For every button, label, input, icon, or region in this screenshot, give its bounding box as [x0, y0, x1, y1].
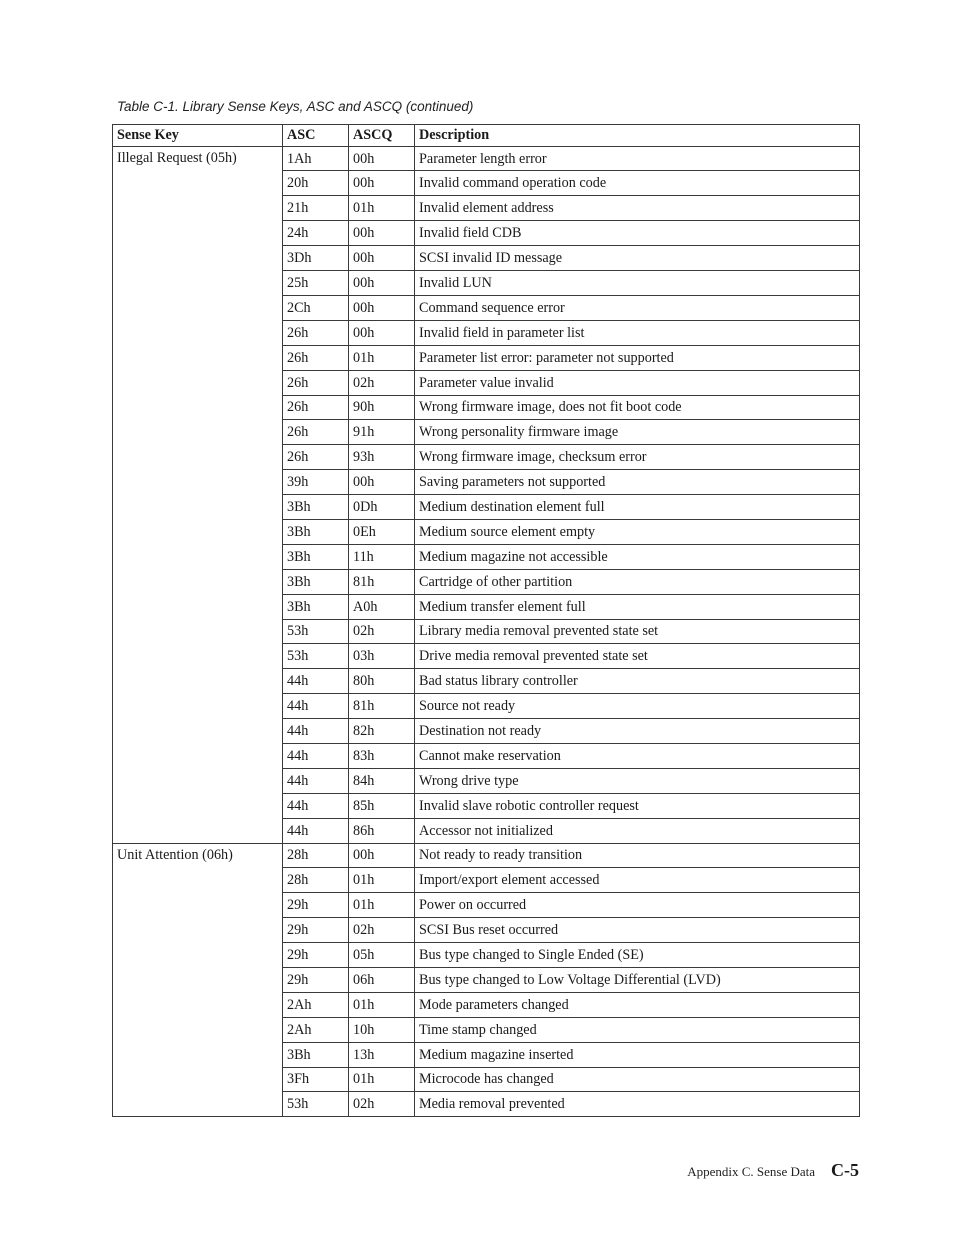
sense-key-cell: Unit Attention (06h) [113, 843, 283, 1117]
description-cell: Invalid slave robotic controller request [415, 793, 860, 818]
asc-cell: 3Bh [283, 495, 349, 520]
column-header-description: Description [415, 125, 860, 147]
description-cell: Wrong firmware image, does not fit boot code [415, 395, 860, 420]
ascq-cell: 0Eh [349, 519, 415, 544]
asc-cell: 3Fh [283, 1067, 349, 1092]
asc-cell: 26h [283, 395, 349, 420]
asc-cell: 25h [283, 271, 349, 296]
description-cell: Destination not ready [415, 719, 860, 744]
sense-key-table [112, 124, 860, 1117]
description-cell: Medium magazine inserted [415, 1042, 860, 1067]
table-row [113, 843, 860, 868]
column-header-ascq: ASCQ [349, 125, 415, 147]
ascq-cell: 10h [349, 1017, 415, 1042]
table-body [113, 146, 860, 1117]
description-cell: Bad status library controller [415, 669, 860, 694]
asc-cell: 3Bh [283, 1042, 349, 1067]
ascq-cell: 81h [349, 694, 415, 719]
description-cell: Bus type changed to Low Voltage Differential (LVD) [415, 967, 860, 992]
ascq-cell: 03h [349, 644, 415, 669]
ascq-cell: 02h [349, 918, 415, 943]
description-cell: Invalid field CDB [415, 221, 860, 246]
asc-cell: 26h [283, 370, 349, 395]
ascq-cell: 91h [349, 420, 415, 445]
page-footer [687, 1160, 859, 1181]
description-cell: Invalid field in parameter list [415, 320, 860, 345]
description-cell: Import/export element accessed [415, 868, 860, 893]
description-cell: Accessor not initialized [415, 818, 860, 843]
description-cell: Medium source element empty [415, 519, 860, 544]
page-number: C-5 [831, 1160, 859, 1180]
ascq-cell: 86h [349, 818, 415, 843]
asc-cell: 2Ah [283, 992, 349, 1017]
ascq-cell: A0h [349, 594, 415, 619]
asc-cell: 3Bh [283, 544, 349, 569]
ascq-cell: 01h [349, 868, 415, 893]
ascq-cell: 81h [349, 569, 415, 594]
asc-cell: 44h [283, 768, 349, 793]
description-cell: Source not ready [415, 694, 860, 719]
description-cell: Medium transfer element full [415, 594, 860, 619]
asc-cell: 24h [283, 221, 349, 246]
description-cell: Library media removal prevented state set [415, 619, 860, 644]
asc-cell: 29h [283, 918, 349, 943]
description-cell: Parameter length error [415, 146, 860, 171]
asc-cell: 3Bh [283, 594, 349, 619]
ascq-cell: 00h [349, 470, 415, 495]
ascq-cell: 02h [349, 1092, 415, 1117]
ascq-cell: 13h [349, 1042, 415, 1067]
ascq-cell: 93h [349, 445, 415, 470]
ascq-cell: 00h [349, 246, 415, 271]
description-cell: Drive media removal prevented state set [415, 644, 860, 669]
description-cell: Saving parameters not supported [415, 470, 860, 495]
ascq-cell: 00h [349, 146, 415, 171]
sense-key-cell: Illegal Request (05h) [113, 146, 283, 843]
description-cell: Wrong firmware image, checksum error [415, 445, 860, 470]
asc-cell: 3Bh [283, 519, 349, 544]
ascq-cell: 85h [349, 793, 415, 818]
ascq-cell: 00h [349, 843, 415, 868]
ascq-cell: 00h [349, 221, 415, 246]
ascq-cell: 80h [349, 669, 415, 694]
asc-cell: 2Ch [283, 295, 349, 320]
footer-section-title: Appendix C. Sense Data [687, 1164, 815, 1179]
ascq-cell: 00h [349, 295, 415, 320]
asc-cell: 29h [283, 943, 349, 968]
ascq-cell: 02h [349, 619, 415, 644]
ascq-cell: 05h [349, 943, 415, 968]
description-cell: Cannot make reservation [415, 743, 860, 768]
column-header-sense-key: Sense Key [113, 125, 283, 147]
ascq-cell: 00h [349, 171, 415, 196]
asc-cell: 28h [283, 843, 349, 868]
ascq-cell: 0Dh [349, 495, 415, 520]
asc-cell: 2Ah [283, 1017, 349, 1042]
asc-cell: 53h [283, 619, 349, 644]
table-row [113, 146, 860, 171]
asc-cell: 44h [283, 694, 349, 719]
description-cell: Bus type changed to Single Ended (SE) [415, 943, 860, 968]
asc-cell: 26h [283, 320, 349, 345]
description-cell: Command sequence error [415, 295, 860, 320]
ascq-cell: 00h [349, 271, 415, 296]
asc-cell: 29h [283, 893, 349, 918]
description-cell: Parameter value invalid [415, 370, 860, 395]
description-cell: Invalid command operation code [415, 171, 860, 196]
ascq-cell: 01h [349, 992, 415, 1017]
table-header-row [113, 125, 860, 147]
asc-cell: 28h [283, 868, 349, 893]
description-cell: Not ready to ready transition [415, 843, 860, 868]
description-cell: Power on occurred [415, 893, 860, 918]
description-cell: Wrong drive type [415, 768, 860, 793]
ascq-cell: 02h [349, 370, 415, 395]
table-caption: Table C-1. Library Sense Keys, ASC and ASCQ (continued) [117, 99, 474, 114]
asc-cell: 20h [283, 171, 349, 196]
ascq-cell: 06h [349, 967, 415, 992]
description-cell: Time stamp changed [415, 1017, 860, 1042]
asc-cell: 26h [283, 420, 349, 445]
asc-cell: 44h [283, 818, 349, 843]
asc-cell: 3Bh [283, 569, 349, 594]
ascq-cell: 11h [349, 544, 415, 569]
description-cell: Mode parameters changed [415, 992, 860, 1017]
asc-cell: 29h [283, 967, 349, 992]
description-cell: Invalid element address [415, 196, 860, 221]
description-cell: Medium destination element full [415, 495, 860, 520]
asc-cell: 44h [283, 793, 349, 818]
ascq-cell: 83h [349, 743, 415, 768]
ascq-cell: 90h [349, 395, 415, 420]
asc-cell: 44h [283, 669, 349, 694]
asc-cell: 53h [283, 644, 349, 669]
description-cell: Media removal prevented [415, 1092, 860, 1117]
asc-cell: 44h [283, 743, 349, 768]
ascq-cell: 82h [349, 719, 415, 744]
description-cell: Wrong personality firmware image [415, 420, 860, 445]
asc-cell: 1Ah [283, 146, 349, 171]
ascq-cell: 01h [349, 196, 415, 221]
ascq-cell: 84h [349, 768, 415, 793]
asc-cell: 39h [283, 470, 349, 495]
description-cell: Microcode has changed [415, 1067, 860, 1092]
description-cell: SCSI Bus reset occurred [415, 918, 860, 943]
ascq-cell: 01h [349, 1067, 415, 1092]
asc-cell: 3Dh [283, 246, 349, 271]
ascq-cell: 01h [349, 345, 415, 370]
asc-cell: 44h [283, 719, 349, 744]
description-cell: Cartridge of other partition [415, 569, 860, 594]
ascq-cell: 01h [349, 893, 415, 918]
description-cell: Medium magazine not accessible [415, 544, 860, 569]
asc-cell: 26h [283, 345, 349, 370]
asc-cell: 21h [283, 196, 349, 221]
description-cell: SCSI invalid ID message [415, 246, 860, 271]
description-cell: Parameter list error: parameter not supported [415, 345, 860, 370]
description-cell: Invalid LUN [415, 271, 860, 296]
ascq-cell: 00h [349, 320, 415, 345]
column-header-asc: ASC [283, 125, 349, 147]
asc-cell: 26h [283, 445, 349, 470]
asc-cell: 53h [283, 1092, 349, 1117]
